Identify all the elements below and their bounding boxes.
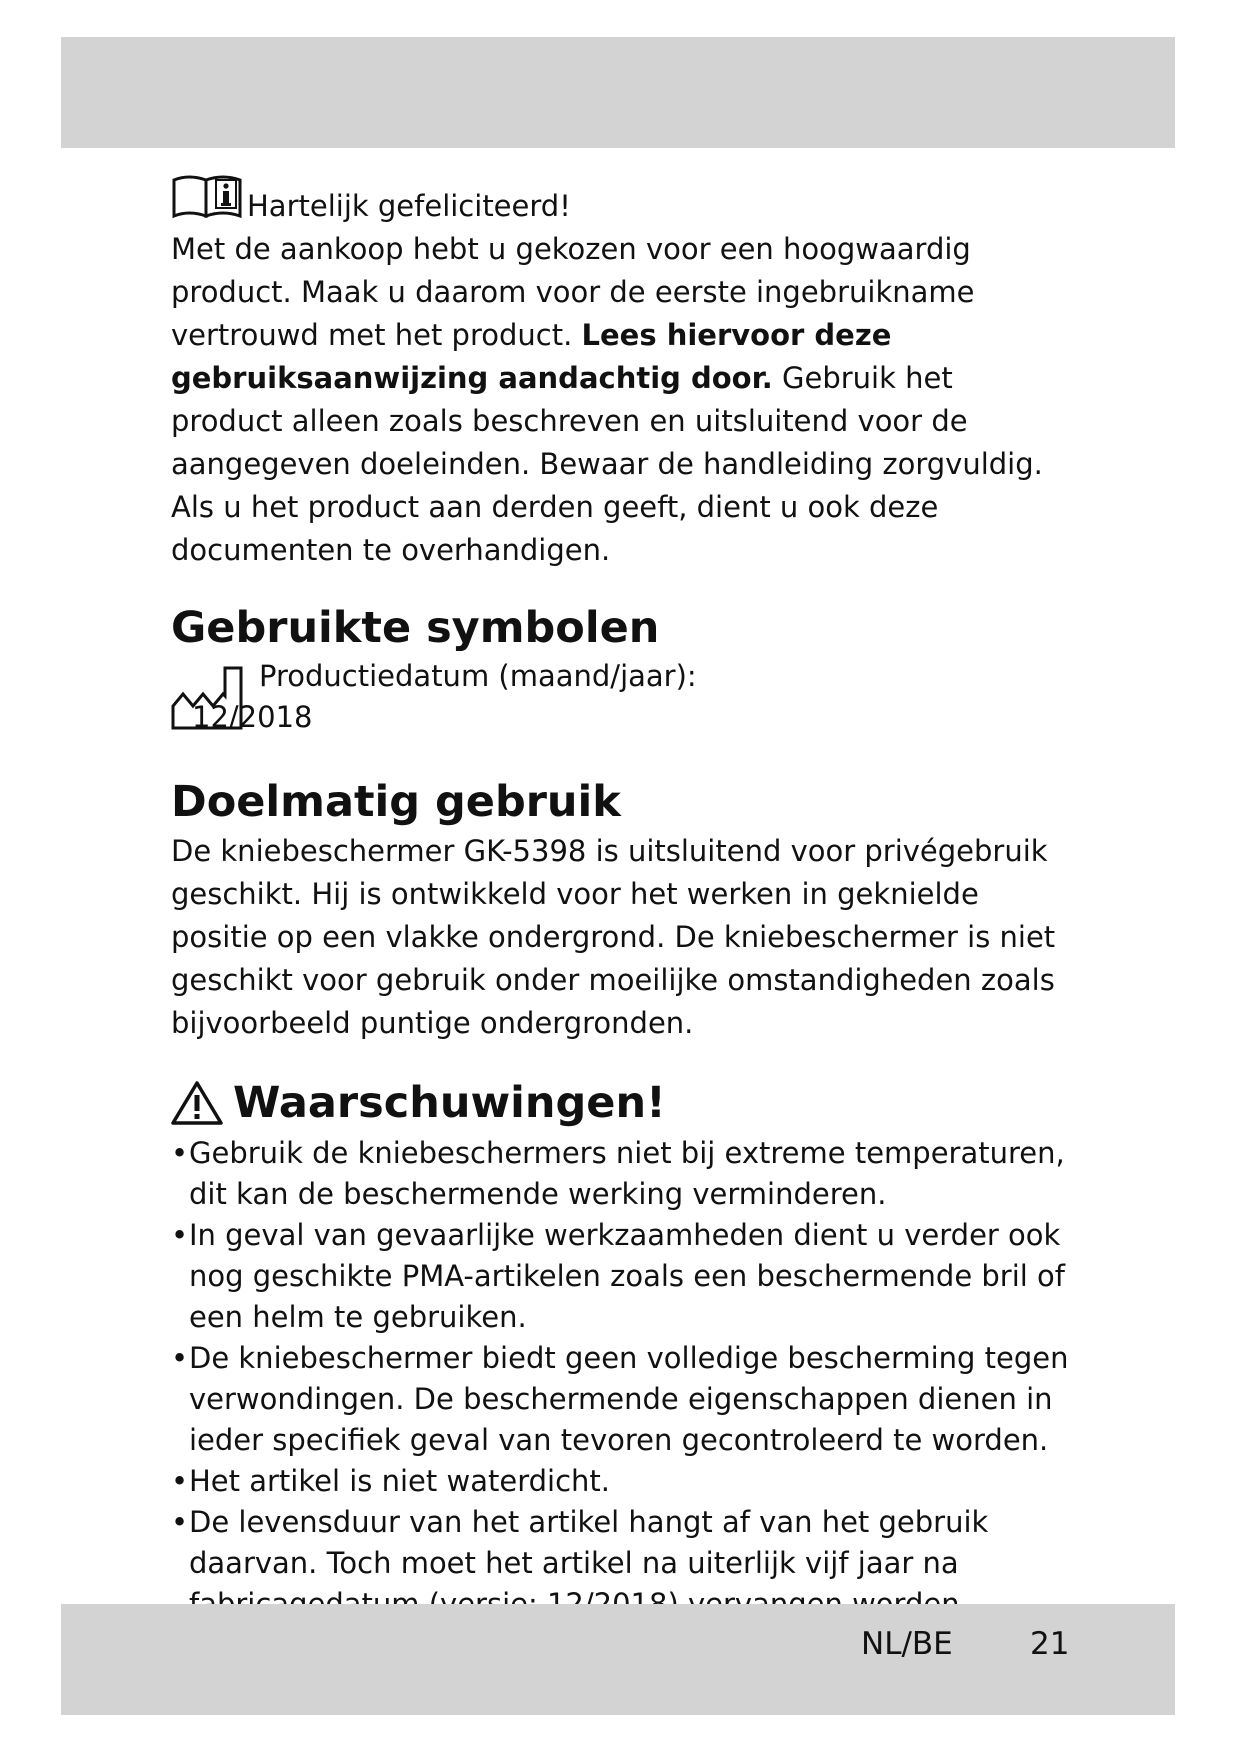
warning-triangle-icon (171, 1080, 223, 1126)
greeting-text: Hartelijk gefeliciteerd! (247, 189, 571, 223)
warning-item: • In geval van gevaarlijke werkzaamheden dient u verder ook nog geschikte PMA-artikelen zoals een beschermende bril of een helm te gebruiken. (171, 1215, 1071, 1338)
warnings-heading: Waarschuwingen! (233, 1078, 666, 1128)
intro-text-after: Gebruik het product alleen zoals beschreven en uitsluitend voor de aangegeven doeleinden. Bewaar de handleiding zorgvuldig. Als u het product aan derden geeft, dient u ook deze documenten te overhandigen. (171, 361, 1043, 567)
warning-item: • Het artikel is niet waterdicht. (171, 1461, 1071, 1502)
intro-paragraph (171, 228, 1071, 572)
warning-item: • De kniebeschermer biedt geen volledige bescherming tegen verwondingen. De beschermende eigenschappen dienen in ieder specifiek geval van tevoren gecontroleerd te worden. (171, 1338, 1071, 1461)
warnings-list (171, 1133, 1071, 1625)
warnings-heading-row (171, 1075, 1071, 1131)
warning-item: • De levensduur van het artikel hangt af van het gebruik daarvan. Toch moet het artikel na uiterlijk vijf jaar na (171, 1502, 1071, 1625)
read-manual-icon (171, 172, 243, 222)
production-date-label: Productiedatum (maand/jaar): (259, 659, 697, 693)
footer-page-number: 21 (1030, 1626, 1070, 1662)
page-content (171, 172, 1071, 1625)
footer-band (61, 1604, 1175, 1715)
intro-bold-instruction: Lees hiervoor deze gebruiksaanwijzing aandachtig door. (171, 318, 892, 395)
footer-language: NL/BE (861, 1626, 953, 1662)
intended-use-paragraph: De kniebeschermer GK-5398 is uitsluitend voor privégebruik geschikt. Hij is ontwikkeld voor het werken in geknielde positie op een vlakke ondergrond. De kniebeschermer is niet geschikt voor gebruik onder moeilijke omstandigheden zoals bijvoorbeeld puntige ondergronden. (171, 834, 1056, 1040)
header-band (61, 37, 1175, 148)
intro-text-before: Met de aankoop hebt u gekozen voor een hoogwaardig product. Maak u daarom voor de eerste ingebruikname vertrouwd met het product. (171, 232, 975, 352)
production-date-value: 12/2018 (192, 700, 313, 734)
symbols-heading: Gebruikte symbolen (171, 603, 660, 653)
warning-item: • Gebruik de kniebeschermers niet bij extreme temperaturen, dit kan de beschermende werking verminderen. (171, 1133, 1071, 1215)
intended-use-heading: Doelmatig gebruik (171, 777, 621, 827)
production-date-symbol-row (171, 656, 1071, 738)
intro-greeting-line (171, 172, 1071, 228)
